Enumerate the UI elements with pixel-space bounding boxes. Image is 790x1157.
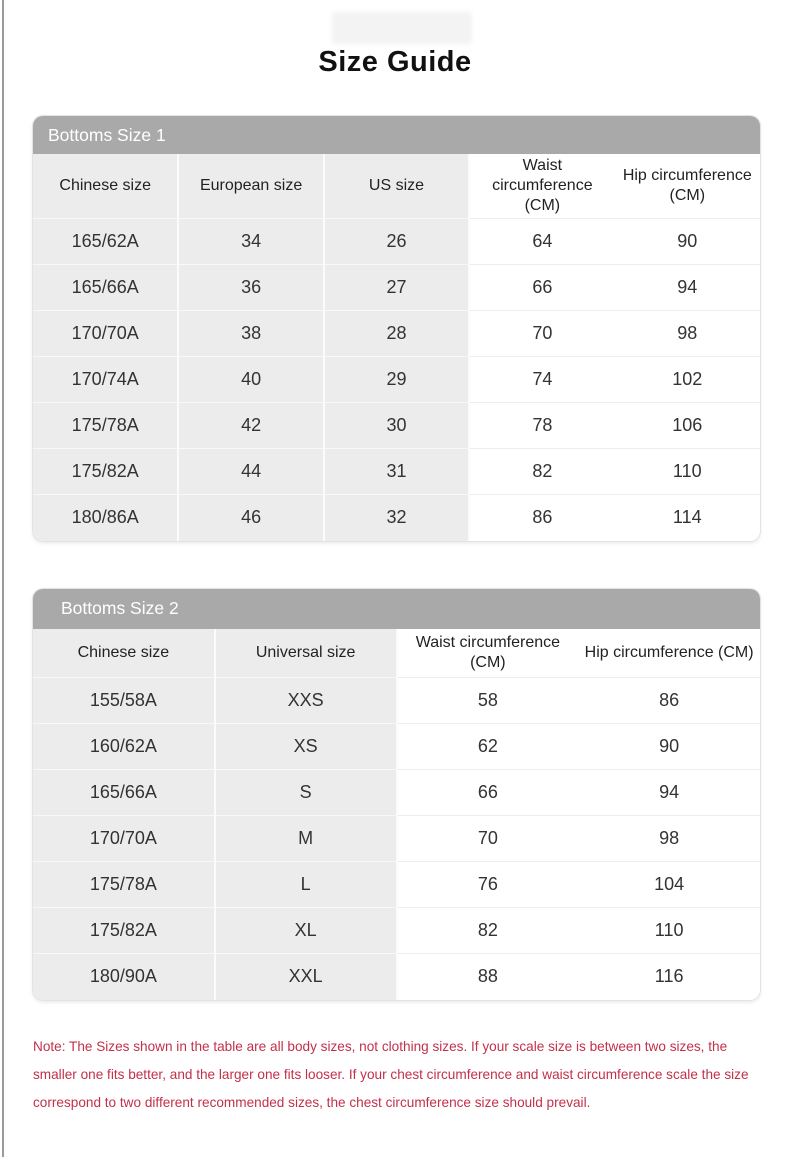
- table-row: [33, 954, 760, 1000]
- table-cell: 38: [178, 311, 323, 357]
- table-title: Bottoms Size 2: [61, 598, 179, 618]
- table-header-bar: [33, 589, 760, 629]
- table-cell: 90: [615, 219, 760, 265]
- table-cell: 114: [672, 507, 702, 528]
- size-table: [33, 629, 760, 1000]
- table-cell: 78: [469, 403, 614, 449]
- watermark: [332, 12, 472, 44]
- table-cell: 175/78A: [33, 403, 178, 449]
- table-cell: 82: [397, 908, 579, 954]
- table-row: [33, 311, 760, 357]
- column-header-row: [33, 154, 760, 219]
- column-header: US size: [324, 154, 469, 219]
- table-cell: 27: [324, 265, 469, 311]
- table-cell: 102: [615, 357, 760, 403]
- table-cell: 86: [532, 507, 553, 528]
- table-row: [33, 678, 760, 724]
- size-table-card-bottoms-1: [33, 116, 760, 541]
- table-cell: 106: [615, 403, 760, 449]
- table-cell: 76: [397, 862, 579, 908]
- column-header: Universal size: [215, 629, 397, 678]
- table-cell: XL: [215, 908, 397, 954]
- column-header: Hip circumference (CM): [615, 154, 760, 219]
- column-header: European size: [178, 154, 323, 219]
- table-cell: 36: [178, 265, 323, 311]
- table-cell: 28: [324, 311, 469, 357]
- table-cell: XS: [215, 724, 397, 770]
- column-header: Chinese size: [33, 629, 215, 678]
- table-cell: 66: [397, 770, 579, 816]
- table-cell: 90: [578, 724, 760, 770]
- table-row: [33, 724, 760, 770]
- page-title: Size Guide: [318, 46, 472, 78]
- table-cell: 94: [578, 770, 760, 816]
- table-cell: 32: [324, 495, 469, 541]
- table-cell: 110: [578, 908, 760, 954]
- table-row: [33, 862, 760, 908]
- table-cell: S: [215, 770, 397, 816]
- table-cell: 34: [178, 219, 323, 265]
- table-cell: 175/82A: [33, 908, 215, 954]
- table-title: Bottoms Size 1: [48, 124, 166, 145]
- table-cell: 160/62A: [33, 724, 215, 770]
- table-row: [33, 495, 760, 541]
- column-header: Hip circumference (CM): [578, 629, 760, 678]
- table-cell: 46: [178, 495, 323, 541]
- column-header-row: [33, 629, 760, 678]
- table-cell: 30: [324, 403, 469, 449]
- table-row: [33, 449, 760, 495]
- size-note: Note: The Sizes shown in the table are all body sizes, not clothing sizes. If your scale size is between two sizes, the smaller one fits better, and the larger one fits looser. If your chest circumference and waist circumference scale the size correspond to two different recommended sizes, the chest circumference size should prevail.: [33, 1038, 749, 1110]
- table-cell: 40: [178, 357, 323, 403]
- table-cell: 82: [469, 449, 614, 495]
- column-header: Waist circumference (CM): [397, 629, 579, 678]
- table-cell: 180/90A: [33, 954, 215, 1000]
- table-cell: XXS: [215, 678, 397, 724]
- table-cell: 64: [469, 219, 614, 265]
- table-cell: 155/58A: [33, 678, 215, 724]
- table-cell: 175/78A: [33, 862, 215, 908]
- table-cell: 98: [578, 816, 760, 862]
- table-cell: 104: [578, 862, 760, 908]
- table-cell: M: [215, 816, 397, 862]
- table-cell: 66: [469, 265, 614, 311]
- table-row: [33, 816, 760, 862]
- size-table: [33, 154, 760, 541]
- table-row: [33, 265, 760, 311]
- table-cell: 165/66A: [33, 265, 178, 311]
- table-cell: 110: [615, 449, 760, 495]
- table-cell: 175/82A: [33, 449, 178, 495]
- table-cell: 116: [654, 966, 684, 987]
- table-cell: 31: [324, 449, 469, 495]
- table-cell: 94: [615, 265, 760, 311]
- table-cell: 26: [324, 219, 469, 265]
- table-cell: 74: [469, 357, 614, 403]
- table-cell: 98: [615, 311, 760, 357]
- table-cell: 58: [397, 678, 579, 724]
- table-row: [33, 770, 760, 816]
- table-cell: 165/62A: [33, 219, 178, 265]
- table-row: [33, 219, 760, 265]
- table-cell: 42: [178, 403, 323, 449]
- table-cell: 170/74A: [33, 357, 178, 403]
- table-cell: L: [215, 862, 397, 908]
- table-row: [33, 357, 760, 403]
- column-header: Chinese size: [33, 154, 178, 219]
- table-cell: 62: [397, 724, 579, 770]
- table-cell: 29: [324, 357, 469, 403]
- table-cell: 180/86A: [33, 495, 178, 541]
- size-table-card-bottoms-2: [33, 589, 760, 1000]
- table-cell: 70: [397, 816, 579, 862]
- table-cell: 88: [477, 966, 498, 987]
- table-cell: 170/70A: [33, 311, 178, 357]
- table-cell: 44: [178, 449, 323, 495]
- table-cell: 170/70A: [33, 816, 215, 862]
- page-left-border: [2, 0, 4, 1157]
- table-cell: 70: [469, 311, 614, 357]
- table-header-bar: [33, 116, 760, 154]
- column-header: Waist circumference (CM): [469, 154, 614, 219]
- table-cell: 86: [578, 678, 760, 724]
- table-cell: 165/66A: [33, 770, 215, 816]
- table-row: [33, 403, 760, 449]
- table-row: [33, 908, 760, 954]
- table-cell: XXL: [215, 954, 397, 1000]
